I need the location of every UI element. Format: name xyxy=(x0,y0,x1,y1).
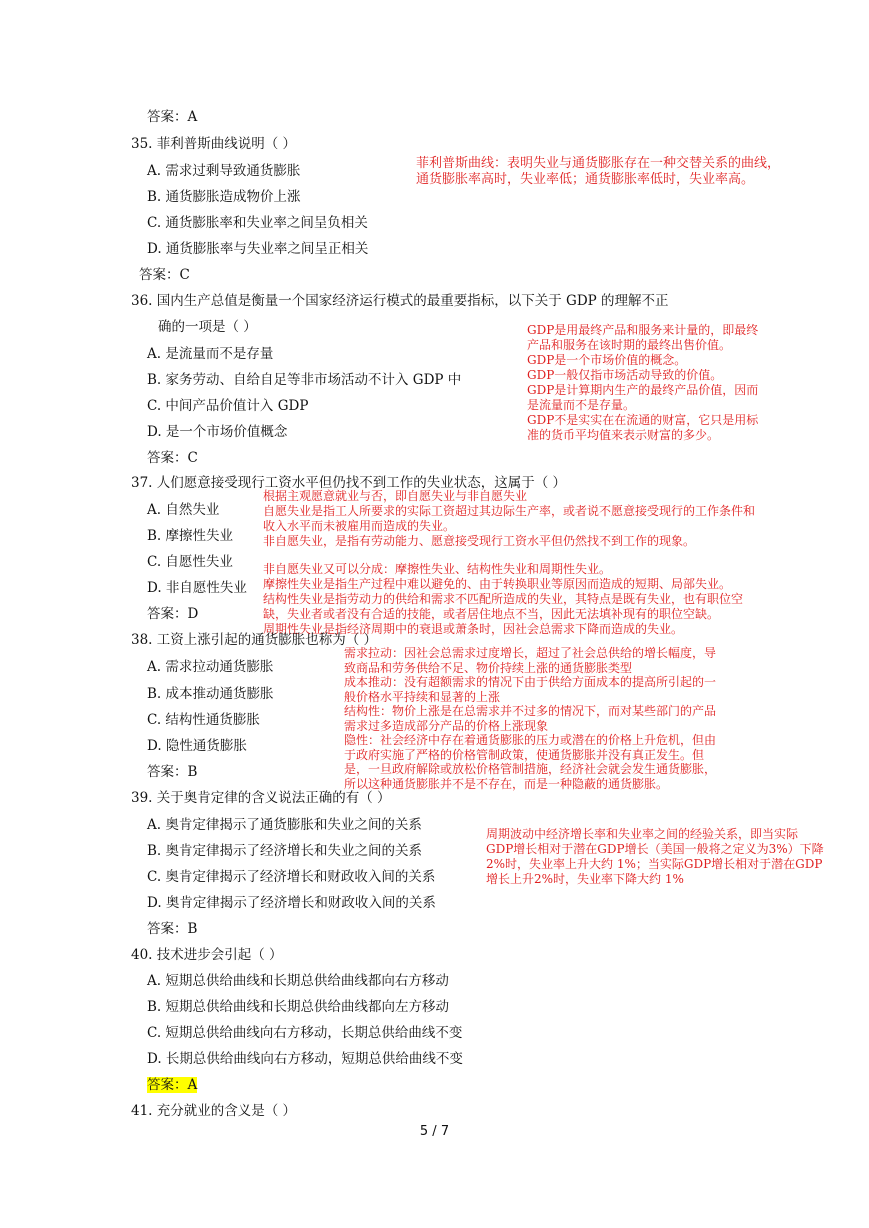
q37-option-d: D. 非自愿性失业 xyxy=(147,580,247,596)
q35-annotation xyxy=(416,156,780,188)
q38-note-line: 般价格水平持续和显著的上涨 xyxy=(344,689,501,704)
q41-question: 41. 充分就业的含义是（ ） xyxy=(131,1103,297,1119)
highlighted-answer: 答案：A xyxy=(147,1077,198,1093)
q36-option-a: A. 是流量而不是存量 xyxy=(147,346,274,362)
q38-note-line: 需求拉动：因社会总需求过度增长，超过了社会总供给的增长幅度，导 xyxy=(344,646,717,660)
q36-note-line: 产品和服务在该时期的最终出售价值。 xyxy=(527,338,732,352)
q37-question: 37. 人们愿意接受现行工资水平但仍找不到工作的失业状态，这属于（ ） xyxy=(131,475,567,491)
q40-option-d: D. 长期总供给曲线向右方移动，短期总供给曲线不变 xyxy=(147,1051,463,1067)
q36-question-line2: 确的一项是（ ） xyxy=(158,319,257,335)
q37-note-line: 自愿失业是指工人所要求的实际工资超过其边际生产率，或者说不愿意接受现行的工作条件和 xyxy=(263,504,756,518)
q38-note-line: 需求过多造成部分产品的价格上涨现象 xyxy=(344,718,549,733)
q39-option-c: C. 奥肯定律揭示了经济增长和财政收入间的关系 xyxy=(147,869,436,885)
q39-annotation xyxy=(486,827,824,887)
q36-note-line: GDP一般仅指市场活动导致的价值。 xyxy=(527,368,723,382)
q40-answer xyxy=(147,1076,197,1094)
q35-option-a: A. 需求过剩导致通货膨胀 xyxy=(147,163,301,179)
q34-answer: 答案：A xyxy=(147,109,198,125)
q35-option-b: B. 通货膨胀造成物价上涨 xyxy=(147,189,301,205)
q36-option-d: D. 是一个市场价值概念 xyxy=(147,424,288,440)
q38-option-b: B. 成本推动通货膨胀 xyxy=(147,686,274,702)
q36-option-c: C. 中间产品价值计入 GDP xyxy=(147,398,309,414)
q40-option-a: A. 短期总供给曲线和长期总供给曲线都向右方移动 xyxy=(147,973,449,989)
q36-note-line: GDP不是实实在在流通的财富，它只是用标 xyxy=(527,413,759,427)
q35-answer: 答案：C xyxy=(139,267,190,283)
q38-option-d: D. 隐性通货膨胀 xyxy=(147,738,247,754)
q36-answer: 答案：C xyxy=(147,450,198,466)
q40-question: 40. 技术进步会引起（ ） xyxy=(131,947,283,963)
q38-option-a: A. 需求拉动通货膨胀 xyxy=(147,659,274,675)
q35-option-c: C. 通货膨胀率和失业率之间呈负相关 xyxy=(147,215,368,231)
q37-note-line: 周期性失业是指经济周期中的衰退或萧条时，因社会总需求下降而造成的失业。 xyxy=(263,622,684,636)
q38-note-line: 成本推动：没有超额需求的情况下由于供给方面成本的提高所引起的一 xyxy=(344,675,717,689)
q36-note-line: GDP是用最终产品和服务来计量的，即最终 xyxy=(527,323,759,337)
q40-option-b: B. 短期总供给曲线和长期总供给曲线都向左方移动 xyxy=(147,999,450,1015)
q39-answer: 答案：B xyxy=(147,921,198,937)
page-number: 5 / 7 xyxy=(419,1124,450,1139)
q39-note-line: 周期波动中经济增长率和失业率之间的经验关系，即当实际 xyxy=(486,827,799,841)
q38-note-line: 致商品和劳务供给不足、物价持续上涨的通货膨胀类型 xyxy=(344,660,633,675)
q36-note-line: GDP是计算期内生产的最终产品价值，因而 xyxy=(527,383,759,397)
q39-option-b: B. 奥肯定律揭示了经济增长和失业之间的关系 xyxy=(147,843,423,859)
q37-note-line: 收入水平而未被雇用而造成的失业。 xyxy=(263,519,456,533)
q36-annotation xyxy=(527,323,758,443)
q38-note-line: 所以这种通货膨胀并不是不存在，而是一种隐蔽的通货膨胀。 xyxy=(344,776,669,791)
q38-answer: 答案：B xyxy=(147,764,198,780)
q36-option-b: B. 家务劳动、自给自足等非市场活动不计入 GDP 中 xyxy=(147,372,462,388)
q39-note-line: 增长上升2%时，失业率下降大约 1% xyxy=(486,872,684,886)
q37-option-c: C. 自愿性失业 xyxy=(147,554,233,570)
q37-answer: 答案：D xyxy=(147,606,199,622)
q40-option-c: C. 短期总供给曲线向右方移动，长期总供给曲线不变 xyxy=(147,1025,463,1041)
q37-note-line: 结构性失业是指劳动力的供给和需求不匹配所造成的失业，其特点是既有失业，也有职位空 xyxy=(263,592,744,606)
q35-note-line: 菲利普斯曲线：表明失业与通货膨胀存在一种交替关系的曲线， xyxy=(416,156,781,171)
q37-note-line: 摩擦性失业是指生产过程中难以避免的、由于转换职业等原因而造成的短期、局部失业。 xyxy=(263,577,732,591)
q35-question: 35. 菲利普斯曲线说明（ ） xyxy=(131,136,297,152)
q35-note-line: 通货膨胀率高时，失业率低；通货膨胀率低时，失业率高。 xyxy=(416,172,755,187)
q39-option-a: A. 奥肯定律揭示了通货膨胀和失业之间的关系 xyxy=(147,817,422,833)
q38-annotation xyxy=(344,646,716,791)
q37-note-line: 非自愿失业又可以分成：摩擦性失业、结构性失业和周期性失业。 xyxy=(263,562,612,576)
q35-option-d: D. 通货膨胀率与失业率之间呈正相关 xyxy=(147,241,369,257)
q39-option-d: D. 奥肯定律揭示了经济增长和财政收入间的关系 xyxy=(147,895,436,911)
q38-question: 38. 工资上涨引起的通货膨胀也称为（ ） xyxy=(131,632,378,648)
q37-option-a: A. 自然失业 xyxy=(147,502,220,518)
q37-annotation-bottom xyxy=(263,562,743,637)
q36-note-line: 是流量而不是存量。 xyxy=(527,398,636,412)
q38-note-line: 结构性：物价上涨是在总需求并不过多的情况下，而对某些部门的产品 xyxy=(344,704,717,718)
q39-note-line: 2%时，失业率上升大约 1%；当实际GDP增长相对于潜在GDP xyxy=(486,857,823,871)
q38-note-line: 隐性：社会经济中存在着通货膨胀的压力或潜在的价格上升危机，但由 xyxy=(344,733,717,747)
q38-note-line: 是，一旦政府解除或放松价格管制措施，经济社会就会发生通货膨胀， xyxy=(344,762,717,776)
q36-note-line: 准的货币平均值来表示财富的多少。 xyxy=(527,428,720,442)
q38-note-line: 于政府实施了严格的价格管制政策，使通货膨胀并没有真正发生。但 xyxy=(344,747,705,762)
q36-note-line: GDP是一个市场价值的概念。 xyxy=(527,353,687,367)
q37-annotation-top xyxy=(263,489,755,549)
q37-note-line: 缺，失业者或者没有合适的技能，或者居住地点不当，因此无法填补现有的职位空缺。 xyxy=(263,607,720,621)
q38-option-c: C. 结构性通货膨胀 xyxy=(147,712,260,728)
q37-option-b: B. 摩擦性失业 xyxy=(147,528,234,544)
q39-note-line: GDP增长相对于潜在GDP增长（美国一般将之定义为3%）下降 xyxy=(486,842,824,856)
q37-note-line: 非自愿失业，是指有劳动能力、愿意接受现行工资水平但仍然找不到工作的现象。 xyxy=(263,534,696,548)
q37-note-line: 根据主观愿意就业与否，即自愿失业与非自愿失业 xyxy=(263,489,528,503)
q39-question: 39. 关于奥肯定律的含义说法正确的有（ ） xyxy=(131,790,391,806)
q36-question-line1: 36. 国内生产总值是衡量一个国家经济运行模式的最重要指标，以下关于 GDP 的理解不正 xyxy=(131,293,669,309)
